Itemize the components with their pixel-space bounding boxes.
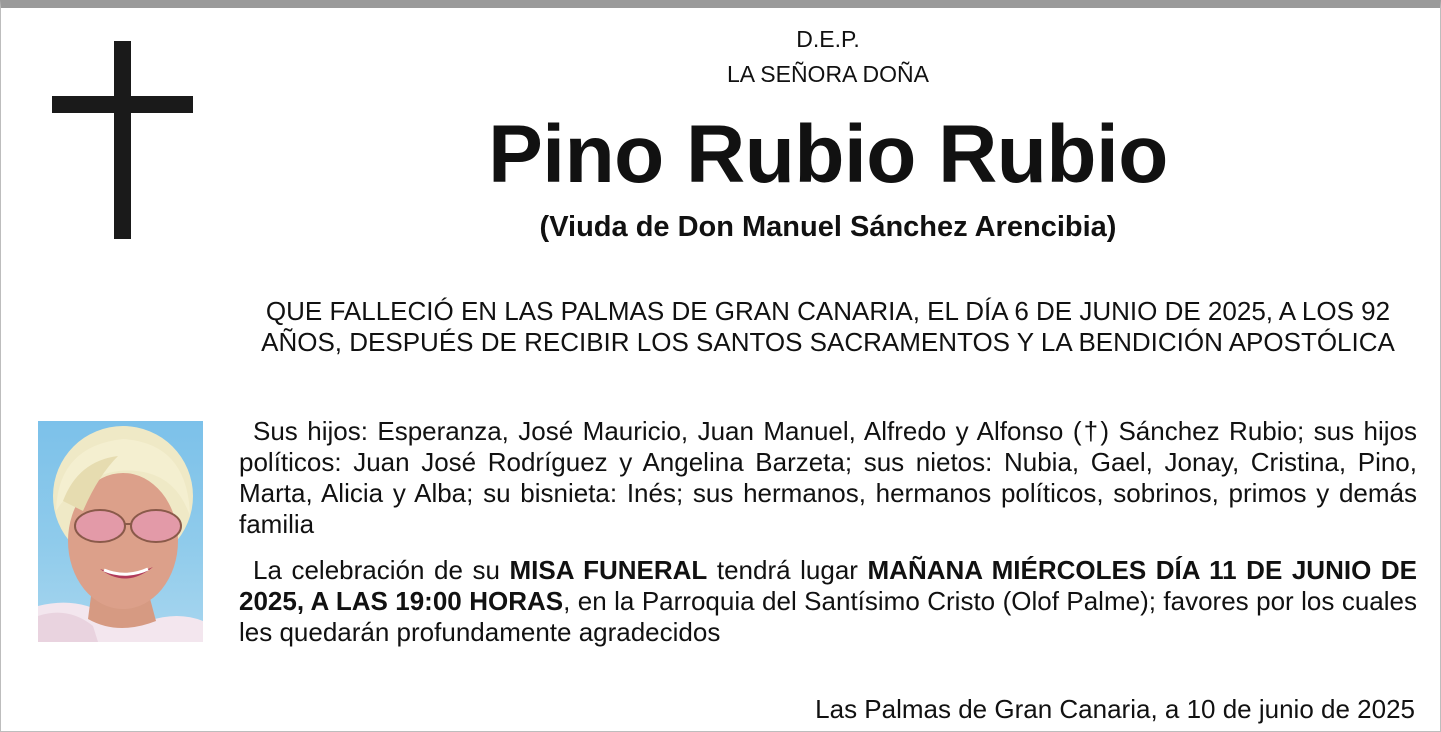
death-announcement: QUE FALLECIÓ EN LAS PALMAS DE GRAN CANARIA, EL DÍA 6 DE JUNIO DE 2025, A LOS 92 AÑOS, DESPUÉS DE RECIBIR LOS SANTOS SACRAMENTOS Y LA BENDICIÓN APOSTÓLICA	[261, 296, 1395, 357]
deceased-photo	[38, 421, 203, 642]
funeral-mass-label: MISA FUNERAL	[509, 555, 708, 585]
funeral-text-2: tendrá lugar	[707, 555, 868, 585]
dep-label: D.E.P.	[796, 26, 860, 52]
family-paragraph: Sus hijos: Esperanza, José Mauricio, Juan Manuel, Alfredo y Alfonso (†) Sánchez Rubio; sus hijos políticos: Juan José Rodríguez y Angelina Barzeta; sus nietos: Nubia, Gael, Jonay, Cristina, Pino, Marta, Alicia y Alba; su bisnieta: Inés; sus hermanos, hermanos políticos, sobrinos, primos y demás familia	[239, 416, 1417, 539]
funeral-paragraph	[239, 555, 1417, 648]
honorific-title: LA SEÑORA DOÑA	[727, 61, 929, 87]
place-date-signature: Las Palmas de Gran Canaria, a 10 de junio de 2025	[815, 694, 1415, 724]
widow-note: (Viuda de Don Manuel Sánchez Arencibia)	[539, 211, 1117, 243]
cross-icon	[52, 41, 193, 239]
funeral-text-1: La celebración de su	[253, 555, 510, 585]
funeral-datetime: MAÑANA MIÉRCOLES DÍA 11 DE JUNIO DE 2025, A LAS 19:00 HORAS	[239, 555, 1417, 616]
funeral-text-3: , en la Parroquia del Santísimo Cristo (Olof Palme); favores por los cuales les quedarán profundamente agradecidos	[239, 586, 1417, 647]
deceased-name: Pino Rubio Rubio	[488, 109, 1168, 200]
